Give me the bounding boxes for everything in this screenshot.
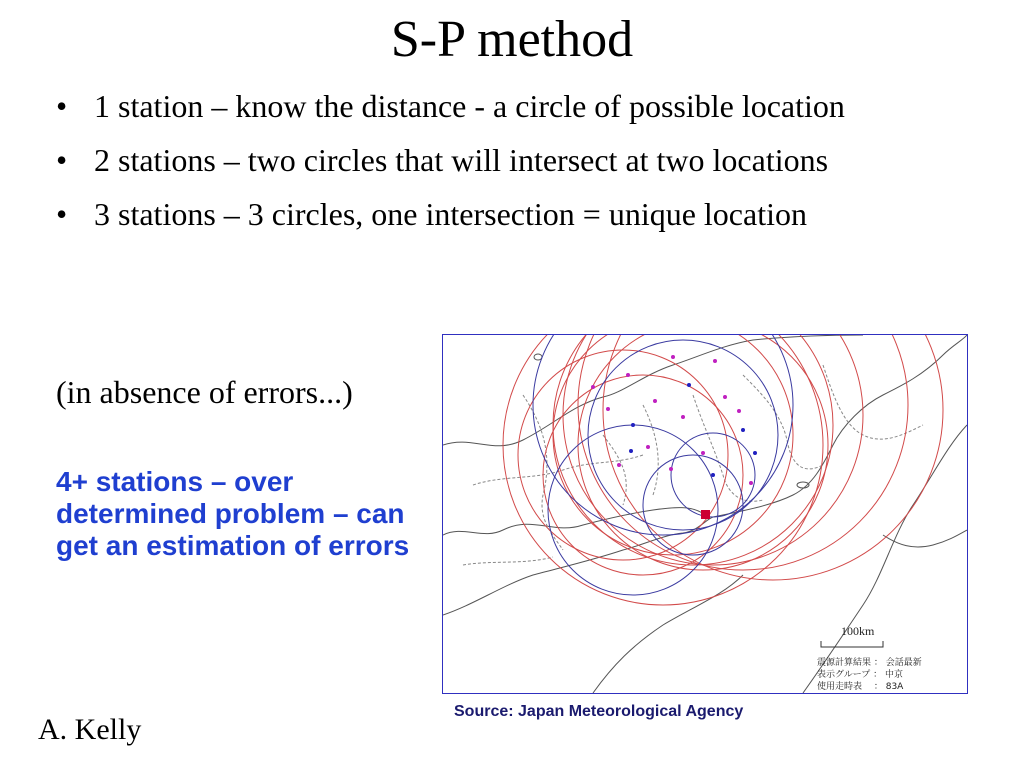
bullet-item-3-stations (54, 194, 914, 234)
bullet-marker: • (56, 142, 68, 178)
legend-line-1: 震源計算結果 ： 会話最新 (817, 658, 922, 668)
bullet-list (54, 86, 914, 248)
slide-title: S-P method (390, 11, 634, 68)
bullet-text: 2 stations – two circles that will intersect at two locations (94, 142, 829, 178)
epicenter-map-figure (442, 334, 968, 694)
epicenter-marker (701, 510, 710, 519)
scale-bar (821, 641, 883, 647)
bullet-item-2-stations (54, 140, 914, 180)
author-name: A. Kelly (38, 713, 142, 746)
island-outline (534, 354, 542, 360)
figure-source-caption: Source: Japan Meteorological Agency (454, 703, 744, 720)
legend-line-3: 使用走時表 ： 83A (817, 682, 904, 692)
errors-note: (in absence of errors...) (56, 374, 353, 410)
distance-circles-red (503, 335, 943, 605)
bullet-text: 3 stations – 3 circles, one intersection = unique location (94, 196, 807, 232)
legend-line-2: 表示グループ ： 中京 (817, 670, 904, 680)
bullet-marker: • (56, 88, 68, 124)
epicenter-map-svg (443, 335, 967, 693)
overdetermined-highlight: 4+ stations – over determined problem – can get an estimation of errors (56, 466, 410, 561)
bullet-item-1-station (54, 86, 914, 126)
bullet-marker: • (56, 196, 68, 232)
bullet-text: 1 station – know the distance - a circle of possible location (94, 88, 845, 124)
station-markers (591, 355, 757, 485)
scale-label: 100km (841, 624, 875, 638)
